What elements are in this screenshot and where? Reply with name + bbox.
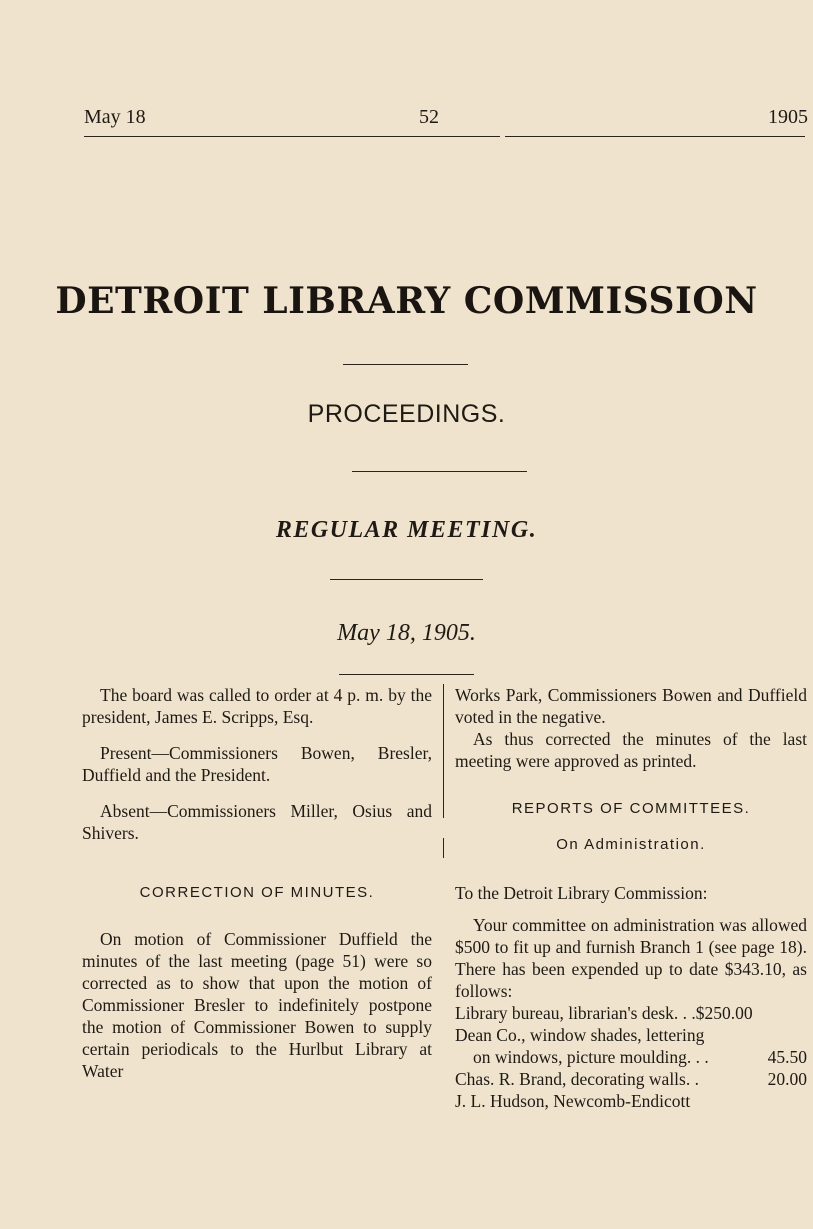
ledger-line-4 <box>455 1068 807 1090</box>
left-column <box>82 684 432 1082</box>
running-header <box>84 106 808 138</box>
header-year: 1905 <box>768 106 808 128</box>
date-rule <box>339 674 474 675</box>
header-date: May 18 <box>84 106 146 128</box>
call-to-order: The board was called to order at 4 p. m. by the president, James E. Scripps, Esq. <box>82 685 432 727</box>
column-divider <box>443 684 444 818</box>
reports-heading: REPORTS OF COMMITTEES. <box>511 800 751 817</box>
salutation: To the Detroit Library Commission: <box>455 883 708 903</box>
proceedings-rule <box>352 471 527 472</box>
correction-heading: CORRECTION OF MINUTES. <box>139 884 375 901</box>
column-divider-lower <box>443 838 444 858</box>
meeting-date: May 18, 1905. <box>337 620 476 646</box>
header-rule-left <box>84 136 500 137</box>
ledger-line-4-amount: 20.00 <box>767 1069 807 1089</box>
meeting-heading: REGULAR MEETING. <box>275 517 538 543</box>
page-number: 52 <box>419 106 439 128</box>
approval-paragraph: As thus corrected the minutes of the last meeting were approved as printed. <box>455 729 807 771</box>
present-list: Present—Commissioners Bowen, Bresler, Duffield and the President. <box>82 743 432 785</box>
meeting-rule <box>330 579 483 580</box>
proceedings-heading: PROCEEDINGS. <box>307 400 506 428</box>
header-rule-right <box>505 136 805 137</box>
absent-list: Absent—Commissioners Miller, Osius and Shivers. <box>82 801 432 843</box>
ledger-line-4-item: Chas. R. Brand, decorating walls. . <box>455 1069 699 1089</box>
page-title: DETROIT LIBRARY COMMISSION <box>55 280 758 322</box>
right-column <box>455 684 807 1112</box>
committee-report: Your committee on administration was allowed $500 to fit up and furnish Branch 1 (see page 18). There has been expended up to date $343.10, as follows: <box>455 915 807 1001</box>
ledger-line-3-amount: 45.50 <box>767 1047 807 1067</box>
continuation-paragraph: Works Park, Commissioners Bowen and Duffield voted in the negative. <box>455 685 807 727</box>
administration-subheading: On Administration. <box>556 836 706 853</box>
ledger-line-2: Dean Co., window shades, lettering <box>455 1025 705 1045</box>
ledger-line-1: Library bureau, librarian's desk. . .$250.00 <box>455 1003 753 1023</box>
ledger-line-3-item: on windows, picture moulding. . . <box>473 1047 709 1067</box>
correction-paragraph: On motion of Commissioner Duffield the minutes of the last meeting (page 51) were so corrected as to show that upon the motion of Commissioner Bresler to indefinitely postpone the motion of Commissioner Bowen to supply certain periodicals to the Hurlbut Library at Water <box>82 929 432 1081</box>
ledger-line-3 <box>455 1046 807 1068</box>
title-rule <box>343 364 468 365</box>
ledger-line-5: J. L. Hudson, Newcomb-Endicott <box>455 1091 691 1111</box>
